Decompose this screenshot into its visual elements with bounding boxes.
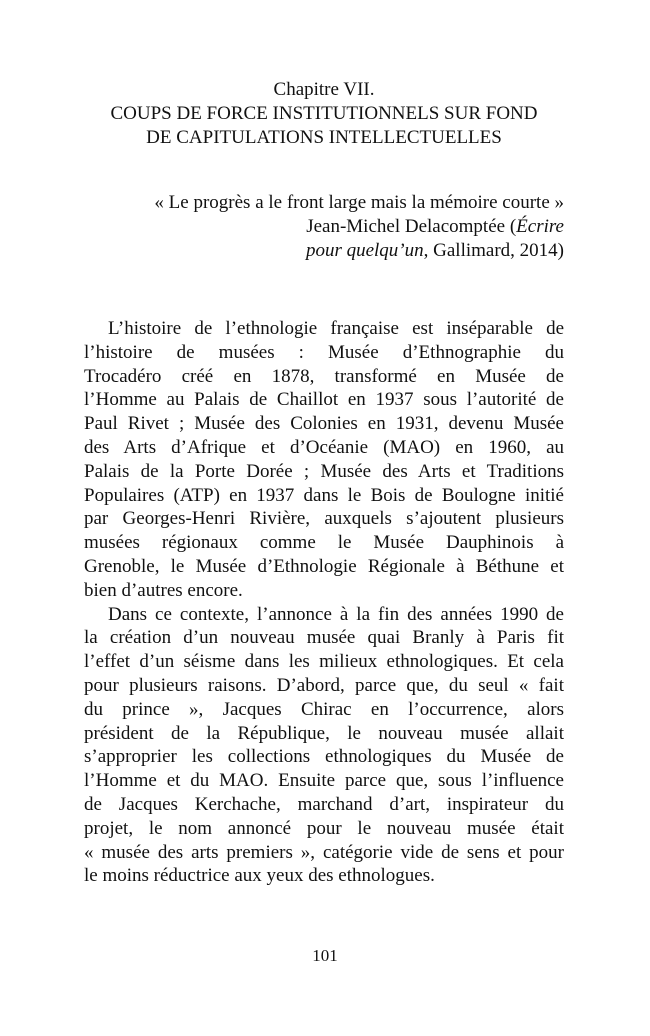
chapter-heading [84,78,564,150]
text-line: « musée des arts premiers », catégorie vide de sens et pour [84,841,564,863]
epigraph-work-title-part-2: pour quelqu’un [305,240,424,261]
text-line: du prince », Jacques Chirac en l’occurrence, alors [84,698,564,720]
page-content [84,78,564,888]
paragraph-1 [84,317,564,603]
text-line: l’histoire de musées : Musée d’Ethnographie du [84,341,564,363]
text-line: Dans ce contexte, l’annonce à la fin des années 1990 de [108,603,564,625]
page-number: 101 [312,946,338,965]
text-line: des Arts d’Afrique et d’Océanie (MAO) en 1960, au [84,436,564,458]
text-line: L’histoire de l’ethnologie française est inséparable de [108,318,564,339]
text-line: Populaires (ATP) en 1937 dans le Bois de Boulogne initié [84,484,564,506]
text-line: Paul Rivet ; Musée des Colonies en 1931, devenu Musée [84,413,564,435]
text-line: l’Homme au Palais de Chaillot en 1937 sous l’autorité de [84,389,564,411]
paragraph-2 [84,603,564,889]
epigraph-work-title-part-1: Écrire [516,216,564,237]
epigraph-author: Jean-Michel Delacomptée ( [306,216,517,237]
text-line: président de la République, le nouveau musée allait [84,722,564,744]
text-line: Grenoble, le Musée d’Ethnologie Régionale à Béthune et [84,555,564,577]
epigraph [84,191,564,263]
text-line: bien d’autres encore. [84,579,243,601]
text-line: Palais de la Porte Dorée ; Musée des Arts et Traditions [84,460,564,482]
text-line: pour plusieurs raisons. D’abord, parce que, du seul « fait [84,674,564,696]
text-line: de Jacques Kerchache, marchand d’art, inspirateur du [84,793,564,815]
chapter-title-line-2: DE CAPITULATIONS INTELLECTUELLES [146,127,502,148]
text-line: s’approprier les collections ethnologiques du Musée de [84,746,564,768]
text-line: musées régionaux comme le Musée Dauphinois à [84,532,564,554]
text-line: le moins réductrice aux yeux des ethnologues. [84,865,435,887]
chapter-title-line-1: COUPS DE FORCE INSTITUTIONNELS SUR FOND [110,103,538,124]
epigraph-quote: « Le progrès a le front large mais la mémoire courte » [154,192,564,213]
chapter-number: Chapitre VII. [273,79,375,100]
text-line: projet, le nom annoncé pour le nouveau musée était [84,817,564,839]
text-line: l’effet d’un séisme dans les milieux ethnologiques. Et cela [84,651,564,673]
epigraph-attribution-line-2 [84,239,564,263]
epigraph-attribution-line-1 [84,215,564,239]
text-line: Trocadéro créé en 1878, transformé en Musée de [84,365,564,387]
epigraph-publisher-info: , Gallimard, 2014) [423,240,564,261]
text-line: l’Homme et du MAO. Ensuite parce que, sous l’influence [84,770,564,792]
body-text [84,317,564,888]
text-line: la création d’un nouveau musée quai Branly à Paris fit [84,627,564,649]
text-line: par Georges-Henri Rivière, auxquels s’ajoutent plusieurs [84,508,564,530]
